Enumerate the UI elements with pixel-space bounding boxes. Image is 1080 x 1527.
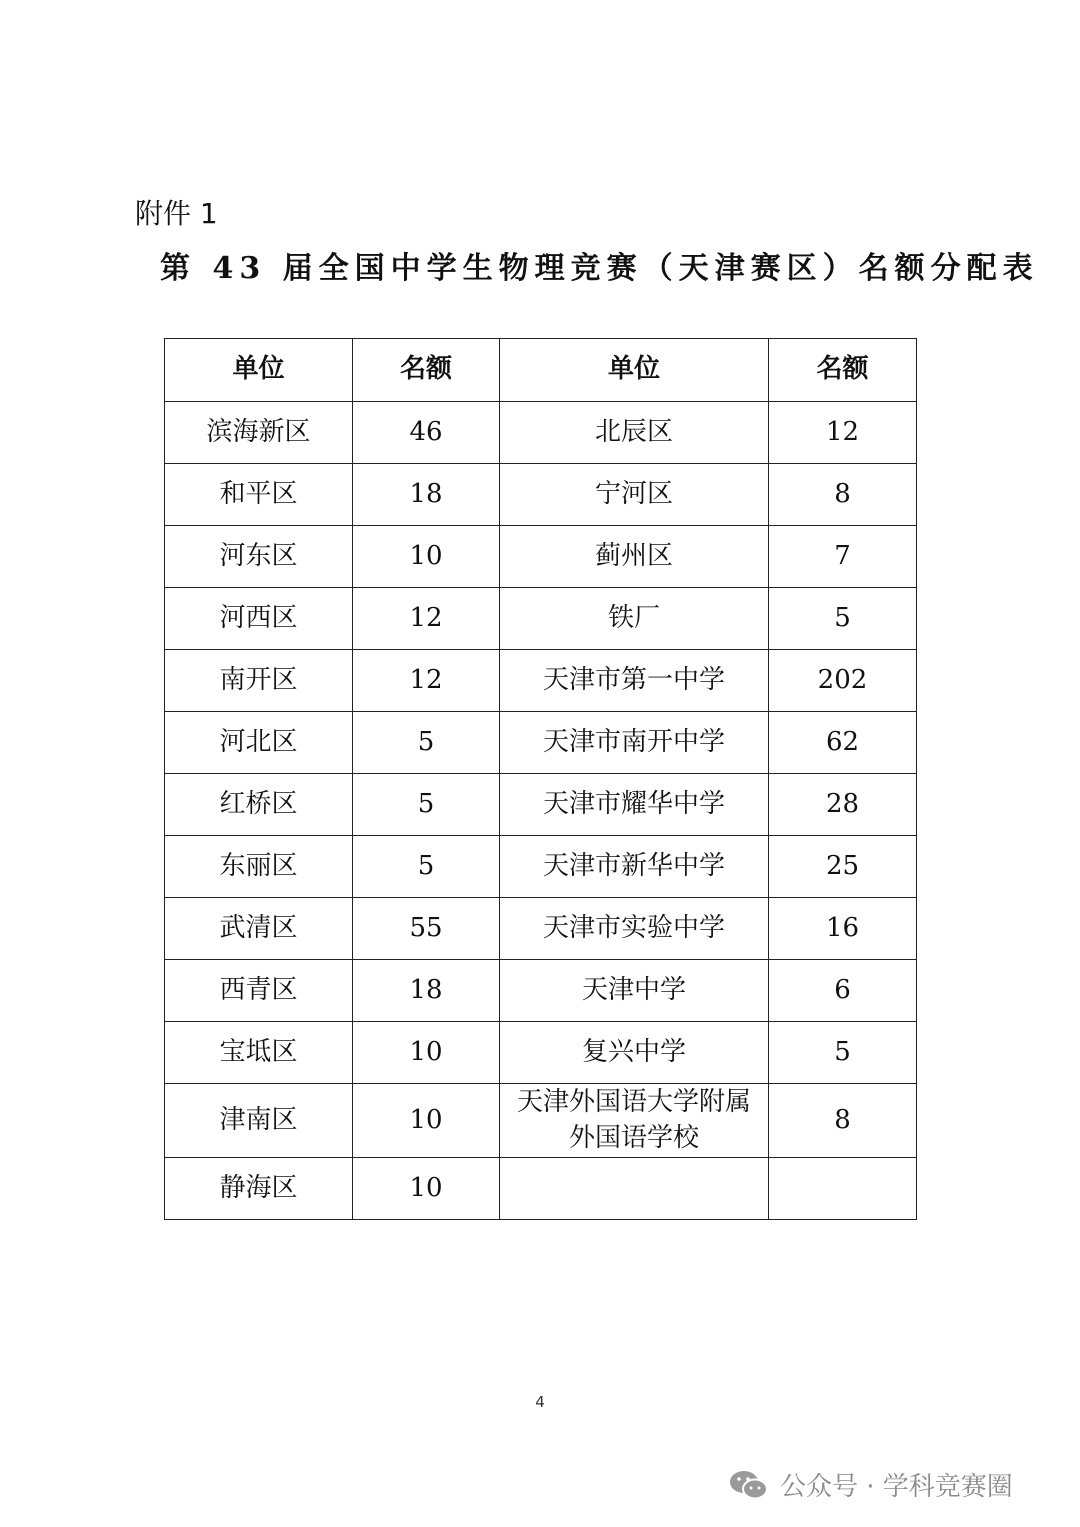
table-row [165,712,917,774]
watermark [728,1466,1013,1503]
cell-quota-1: 5 [353,836,500,898]
cell-quota-2: 28 [769,774,917,836]
cell-unit-1: 河东区 [165,526,353,588]
cell-quota-2: 25 [769,836,917,898]
cell-quota-1: 10 [353,526,500,588]
cell-quota-1: 10 [353,1084,500,1158]
cell-quota-1: 46 [353,402,500,464]
cell-unit-1: 和平区 [165,464,353,526]
cell-quota-1: 12 [353,650,500,712]
cell-quota-1: 10 [353,1022,500,1084]
header-unit-1: 单位 [165,339,353,402]
cell-unit-1: 河北区 [165,712,353,774]
table-row [165,526,917,588]
cell-quota-2: 7 [769,526,917,588]
attachment-label: 附件 1 [135,197,218,230]
cell-unit-2: 铁厂 [500,588,769,650]
table-row [165,836,917,898]
page-number: 4 [535,1393,545,1411]
cell-unit-2: 天津市南开中学 [500,712,769,774]
cell-unit-1: 津南区 [165,1084,353,1158]
cell-quota-1: 5 [353,712,500,774]
cell-unit-2: 天津中学 [500,960,769,1022]
cell-unit-1: 宝坻区 [165,1022,353,1084]
cell-unit-1: 河西区 [165,588,353,650]
table-row [165,960,917,1022]
cell-quota-2: 12 [769,402,917,464]
table-row [165,464,917,526]
wechat-icon [728,1468,770,1502]
cell-unit-2: 复兴中学 [500,1022,769,1084]
document-title: 第 43 届全国中学生物理竞赛（天津赛区）名额分配表 [160,251,1039,286]
header-quota-1: 名额 [353,339,500,402]
cell-quota-2: 16 [769,898,917,960]
table-row [165,1158,917,1220]
cell-unit-2: 天津市新华中学 [500,836,769,898]
cell-unit-2: 天津市实验中学 [500,898,769,960]
cell-unit-1: 静海区 [165,1158,353,1220]
cell-quota-2: 8 [769,464,917,526]
cell-quota-2: 5 [769,588,917,650]
cell-quota-1: 18 [353,464,500,526]
cell-quota-1: 18 [353,960,500,1022]
cell-unit-2: 天津市耀华中学 [500,774,769,836]
table-row [165,898,917,960]
table-header-row [165,339,917,402]
table-row [165,650,917,712]
cell-unit-1: 武清区 [165,898,353,960]
cell-unit-1: 红桥区 [165,774,353,836]
cell-unit-2: 北辰区 [500,402,769,464]
cell-unit-2: 天津市第一中学 [500,650,769,712]
table-row [165,1022,917,1084]
cell-unit-1: 南开区 [165,650,353,712]
cell-quota-2: 8 [769,1084,917,1158]
cell-quota-2: 6 [769,960,917,1022]
header-unit-2: 单位 [500,339,769,402]
cell-unit-2: 宁河区 [500,464,769,526]
cell-unit-1: 西青区 [165,960,353,1022]
cell-unit-2: 蓟州区 [500,526,769,588]
cell-unit-2 [500,1158,769,1220]
table-row [165,1084,917,1158]
cell-quota-2 [769,1158,917,1220]
cell-quota-1: 10 [353,1158,500,1220]
cell-quota-2: 5 [769,1022,917,1084]
watermark-text: 公众号 · 学科竞赛圈 [780,1472,1013,1502]
cell-unit-2: 天津外国语大学附属 外国语学校 [500,1084,769,1158]
header-quota-2: 名额 [769,339,917,402]
table-row [165,774,917,836]
quota-table [164,338,917,1220]
cell-quota-2: 62 [769,712,917,774]
table-row [165,402,917,464]
cell-quota-1: 55 [353,898,500,960]
cell-quota-1: 12 [353,588,500,650]
cell-unit-1: 东丽区 [165,836,353,898]
cell-quota-1: 5 [353,774,500,836]
cell-quota-2: 202 [769,650,917,712]
cell-unit-1: 滨海新区 [165,402,353,464]
table-row [165,588,917,650]
